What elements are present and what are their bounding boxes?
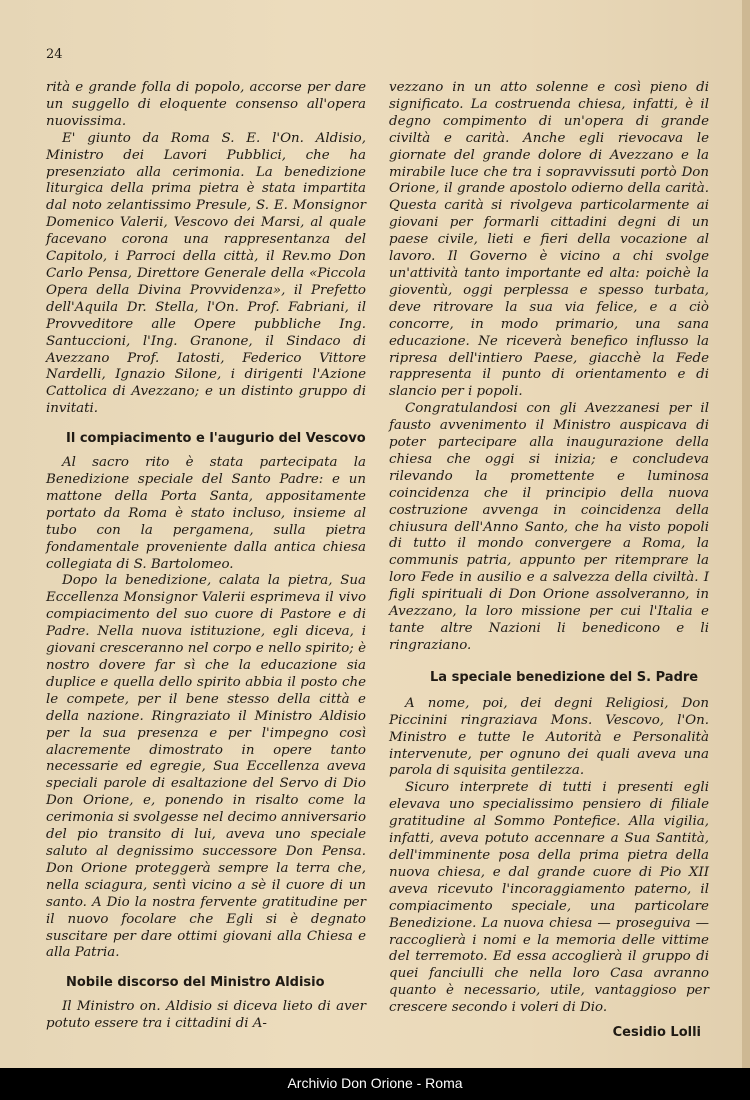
section-heading-bishop: Il compiacimento e l'augurio del Vescovo <box>66 431 366 447</box>
left-paragraph-4: Dopo la benedizione, calata la pietra, Sua Eccellenza Monsignor Valerii esprimeva il vivo compiacimento del suo cuore di Pastore e di Padre. Nella nuova istituzione, egli diceva, i giovani cresceranno nel corpo e nello spirito; è nostro dovere far sì che la educazione sia duplice e quella dello spirito abbia il posto che le compete, per il bene stesso della città e della nazione. Ringraziato il Ministro Aldisio per la sua presenza e per l'impegno così alacremente dimostrato in opere tanto necessarie ed egregie, Sua Eccellenza aveva speciali parole di esaltazione del Servo di Dio Don Orione, e, ponendo in risalto come la cerimonia si svolgesse nel decimo anniversario del pio transito di lui, aveva uno speciale saluto al degnissimo successore Don Pensa. Don Orione proteggerà sempre la terra che, nella sciagura, sentì vicino a sè il cuore di un santo. A Dio la nostra fervente gratitudine per il nuovo focolare che Egli si è degnato suscitare per dare ottimi giovani alla Chiesa e alla Patria. <box>46 573 367 961</box>
author-signature: Cesidio Lolli <box>612 1025 701 1041</box>
right-column <box>389 80 709 1042</box>
left-column <box>46 80 366 1033</box>
section-heading-minister: Nobile discorso del Ministro Aldisio <box>66 975 325 991</box>
section-heading-pope-blessing: La speciale benedizione del S. Padre <box>430 669 699 685</box>
right-paragraph-4: Sicuro interprete di tutti i presenti egli elevava uno specialissimo pensiero di filiale gratitudine al Sommo Pontefice. Alla vigilia, infatti, aveva potuto accennare a Sua Santità, dell'imminente posa della prima pietra della nuova chiesa, e dal grande cuore di Pio XII aveva ricevuto l'incoraggiamento paterno, il compiacimento speciale, una particolare Benedizione. La nuova chiesa — proseguiva — raccoglierà i nomi e la memoria delle vittime del terremoto. Ed essa accoglierà il gruppo di quei fanciulli che nella loro Casa avranno quanto è necessario, utile, vantaggioso per crescere secondo i voleri di Dio. <box>389 780 709 1016</box>
left-paragraph-3: Al sacro rito è stata partecipata la Benedizione speciale del Santo Padre: e un mattone della Porta Santa, appositamente portato da Roma è stato incluso, insieme al tubo con la pergamena, sulla pietra fondamentale proveniente dalla antica chiesa collegiata di S. Bartolomeo. <box>46 455 366 572</box>
right-paragraph-1: vezzano in un atto solenne e così pieno di significato. La costruenda chiesa, infatti, è il degno compimento di un'opera di grande civiltà e carità. Anche egli rievocava le giornate del grande dolore di Avezzano e la mirabile luce che tra i sopravvissuti portò Don Orione, il grande apostolo odierno della carità. Questa carità si rivolgeva particolarmente ai giovani per formarli cittadini degni di un paese civile, lieti e fieri della vocazione al lavoro. Il Governo è vicino a chi svolge un'attività tanto importante ed alta: poichè la gioventù, oggi perplessa e spesso turbata, deve ritrovare la sua via felice, e a ciò concorre, in modo primario, una sana educazione. Ne riceverà benefico influsso la ripresa dell'intiero Paese, giacchè la Fede rappresenta il punto di orientamento e di slancio per i popoli. <box>389 80 709 400</box>
right-paragraph-2: Congratulandosi con gli Avezzanesi per il fausto avvenimento il Ministro auspicava di poter partecipare alla inaugurazione della chiesa che oggi si inizia; e concludeva rilevando la promettente e luminosa coincidenza che il principio della nuova costruzione avvenga in coincidenza della chiusura dell'Anno Santo, che ha visto popoli di tutto il mondo convergere a Roma, la communis patria, appunto per ritemprare la loro Fede in ausilio e a salvezza della civiltà. I figli spirituali di Don Orione assolveranno, in Avezzano, la loro missione per cui l'Italia e tante altre Nazioni li benedicono e li ringraziano. <box>389 401 709 653</box>
left-paragraph-2: E' giunto da Roma S. E. l'On. Aldisio, Ministro dei Lavori Pubblici, che ha presenziato alla cerimonia. La benedizione liturgica della prima pietra è stata impartita dal noto zelantissimo Presule, S. E. Monsignor Domenico Valerii, Vescovo dei Marsi, al quale facevano corona una rappresentanza del Capitolo, i Parroci della città, il Rev.mo Don Carlo Pensa, Direttore Generale della «Piccola Opera della Divina Provvidenza», il Prefetto dell'Aquila Dr. Stella, l'On. Prof. Fabriani, il Provveditore alle Opere pubbliche Ing. Santuccioni, l'Ing. Granone, il Sindaco di Avezzano Prof. Iatosti, Federico Vittore Nardelli, Ignazio Silone, i dirigenti l'Azione Cattolica di Avezzano; e un distinto gruppo di invitati. <box>46 130 366 417</box>
left-paragraph-1: rità e grande folla di popolo, accorse per dare un suggello di eloquente consenso all'opera nuovissima. <box>46 80 366 129</box>
page-number: 24 <box>46 47 63 62</box>
page-edge-shadow <box>742 0 750 1068</box>
right-paragraph-3: A nome, poi, dei degni Religiosi, Don Piccinini ringraziava Mons. Vescovo, l'On. Ministro e tutte le Autorità e Personalità intervenute, per ognuno dei quali aveva una parola di squisita gentilezza. <box>389 695 709 779</box>
archive-footer-label: Archivio Don Orione - Roma <box>287 1075 463 1091</box>
left-paragraph-5: Il Ministro on. Aldisio si diceva lieto di aver potuto essere tra i cittadini di A- <box>46 999 366 1032</box>
